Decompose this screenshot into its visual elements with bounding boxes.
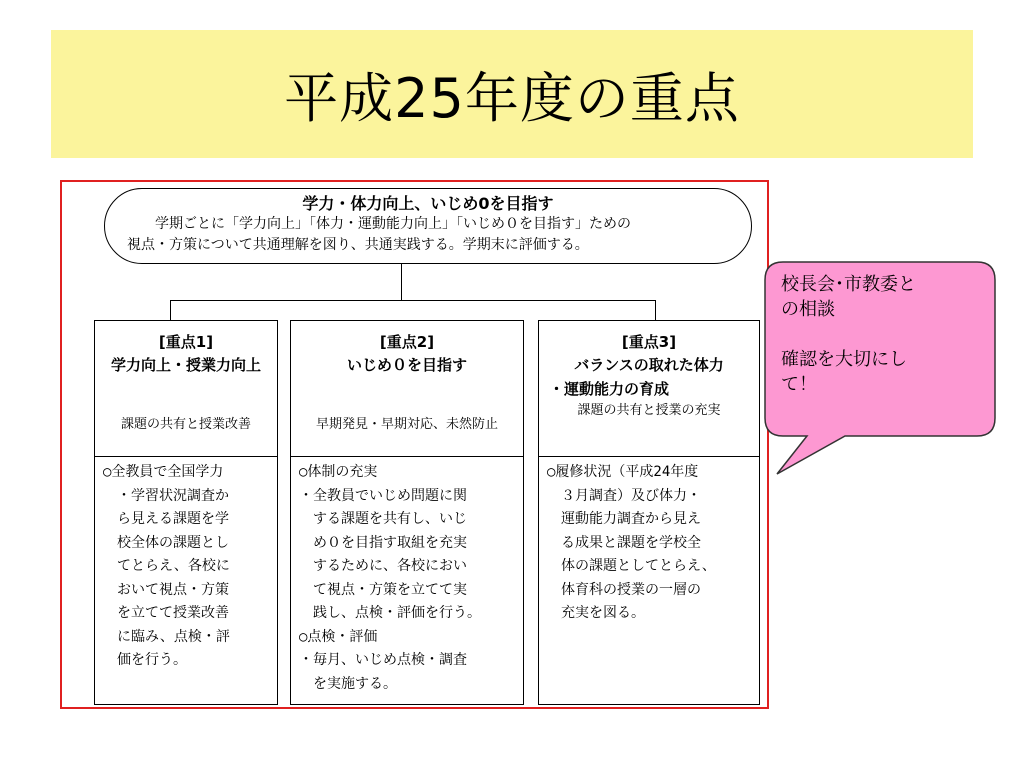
focus-2-line: するために、各校におい (299, 558, 467, 574)
focus-column-3-body (539, 457, 759, 626)
callout-text (781, 272, 981, 397)
title-band (51, 30, 973, 158)
focus-3-line: ○履修状況（平成24年度 (547, 464, 699, 480)
focus-column-2-header (291, 321, 523, 457)
goal-oval (104, 188, 752, 264)
connector-bar (170, 300, 655, 301)
focus-3-line: る成果と課題を学校全 (547, 534, 701, 551)
focus-3-line: 体の課題としてとらえ、 (547, 558, 716, 574)
diagram-frame (60, 180, 769, 709)
focus-1-line: おいて視点・方策 (103, 581, 229, 598)
callout-note (765, 262, 995, 440)
focus-2-line: て視点・方策を立てて実 (299, 581, 467, 598)
callout-line-1: 校長会･市教委と (781, 274, 916, 294)
focus-2-line: を実施する。 (299, 675, 397, 692)
focus-1-line: てとらえ、各校に (103, 558, 230, 574)
focus-1-line: に臨み、点検・評 (103, 628, 230, 645)
goal-title: 学力・体力向上、いじめ0を目指す (302, 194, 554, 213)
focus-2-name: いじめ０を目指す (346, 356, 467, 374)
connector-main (401, 264, 402, 300)
focus-1-sub: 課題の共有と授業改善 (120, 417, 251, 432)
focus-2-sub: 早期発見・早期対応、未然防止 (315, 417, 498, 432)
focus-3-line: 運動能力調査から見え (547, 511, 701, 527)
connector-left (170, 300, 171, 320)
focus-2-line: ・全教員でいじめ問題に関 (299, 487, 467, 504)
focus-column-1-header (95, 321, 277, 457)
goal-body-line-1: 学期ごとに「学力向上」「体力・運動能力向上」「いじめ０を目指す」ための (155, 216, 631, 232)
focus-1-line: 校全体の課題とし (103, 534, 229, 551)
callout-line-4: て！ (781, 374, 817, 394)
slide-title: 平成25年度の重点 (284, 66, 740, 130)
focus-3-name: バランスの取れた体力 (574, 356, 724, 374)
focus-column-2-body (291, 457, 523, 696)
focus-2-label: [重点2] (379, 333, 435, 351)
focus-2-line: 践し、点検・評価を行う。 (299, 605, 481, 621)
focus-2-line: ○点検・評価 (299, 628, 378, 645)
focus-3-name-cont: ・運動能力の育成 (549, 380, 670, 398)
focus-3-label: [重点3] (621, 333, 677, 351)
focus-2-line: ○体制の充実 (299, 464, 378, 480)
focus-3-sub: 課題の共有と授業の充実 (577, 403, 721, 418)
focus-3-line: 充実を図る。 (547, 605, 645, 621)
focus-column-1 (94, 320, 278, 705)
focus-column-2 (290, 320, 524, 705)
connector-right (655, 300, 656, 320)
focus-1-name: 学力向上・授業力向上 (110, 356, 261, 374)
focus-3-line: 体育科の授業の一層の (547, 581, 701, 598)
focus-3-line: ３月調査）及び体力・ (547, 487, 701, 504)
focus-column-1-body (95, 457, 277, 673)
focus-column-3 (538, 320, 760, 705)
focus-1-line: を立てて授業改善 (103, 605, 229, 621)
goal-body-line-2: 視点・方策について共通理解を図り、共通実践する。学期末に評価する。 (127, 237, 589, 253)
focus-2-line: する課題を共有し、いじ (299, 511, 467, 527)
callout-line-3: 確認を大切にし (781, 349, 907, 369)
focus-1-line: 価を行う。 (103, 652, 187, 668)
goal-body (105, 214, 751, 256)
callout-line-2: の相談 (781, 299, 835, 319)
focus-1-label: [重点1] (158, 333, 214, 351)
focus-column-3-header (539, 321, 759, 457)
focus-1-line: ら見える課題を学 (103, 511, 229, 527)
focus-1-line: ・学習状況調査か (103, 487, 229, 504)
focus-2-line: ・毎月、いじめ点検・調査 (299, 652, 467, 668)
focus-1-line: ○全教員で全国学力 (103, 464, 224, 480)
focus-2-line: め０を目指す取組を充実 (299, 534, 467, 551)
